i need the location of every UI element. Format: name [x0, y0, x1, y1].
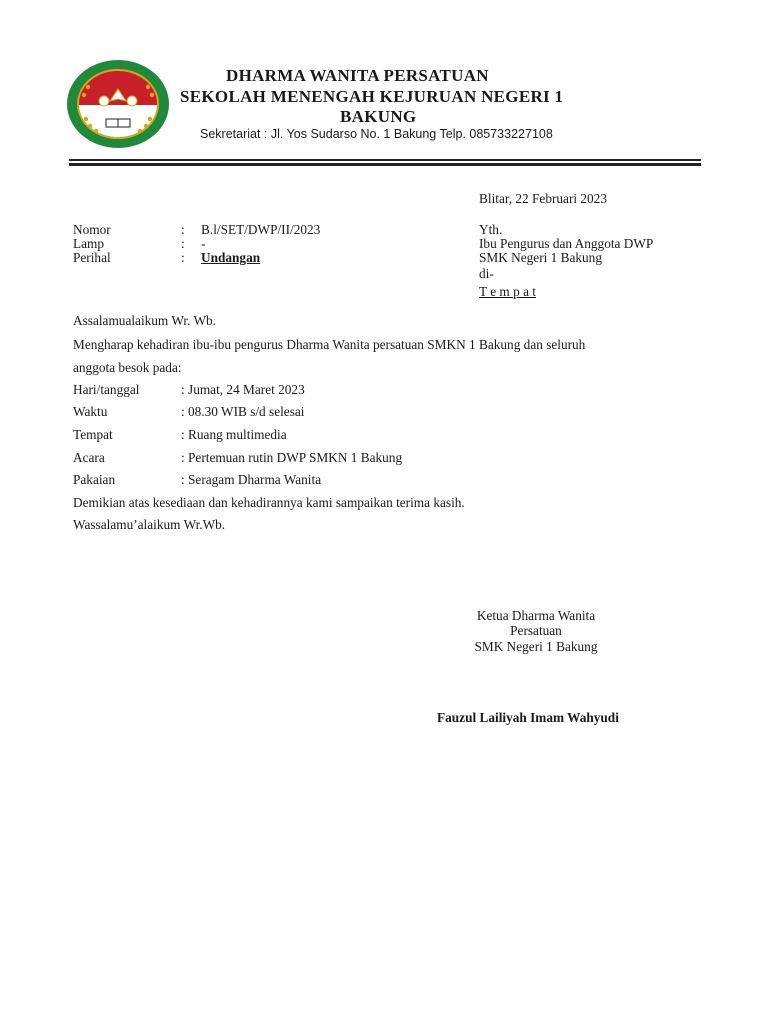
detail-label: Acara [73, 450, 105, 465]
signature-title2: Persatuan [510, 623, 562, 638]
meta-label-nomor: Nomor [73, 222, 111, 237]
recipient-yth: Yth. [479, 222, 503, 237]
signature-title3: SMK Negeri 1 Bakung [474, 639, 598, 654]
detail-label: Hari/tanggal [73, 382, 140, 397]
intro-line1: Mengharap kehadiran ibu-ibu pengurus Dharma Wanita persatuan SMKN 1 Bakung dan seluruh [73, 337, 586, 352]
detail-value: : Pertemuan rutin DWP SMKN 1 Bakung [181, 450, 403, 465]
farewell-text: Wassalamu’alaikum Wr.Wb. [73, 517, 226, 532]
recipient-line3: di- [479, 266, 494, 281]
meta-value-perihal: Undangan [201, 250, 261, 265]
signature-title1: Ketua Dharma Wanita [476, 608, 596, 623]
detail-value: : Ruang multimedia [181, 427, 287, 442]
secretariat-address: Sekretariat : Jl. Yos Sudarso No. 1 Bakung Telp. 085733227108 [200, 127, 553, 141]
school-name: SEKOLAH MENENGAH KEJURUAN NEGERI 1 [180, 87, 564, 106]
detail-value: : Seragam Dharma Wanita [181, 472, 322, 487]
intro-line2: anggota besok pada: [73, 360, 182, 375]
meta-sep: : [181, 222, 185, 237]
meta-label-lamp: Lamp [73, 236, 105, 251]
recipient-tempat: T e m p a t [479, 284, 536, 299]
meta-sep: : [181, 250, 185, 265]
recipient-line2: SMK Negeri 1 Bakung [479, 250, 602, 265]
meta-value-nomor: B.l/SET/DWP/II/2023 [201, 222, 321, 237]
header-divider [69, 159, 701, 161]
detail-label: Pakaian [73, 472, 116, 487]
meta-sep: : [181, 236, 185, 251]
school-location: BAKUNG [340, 107, 417, 126]
signatory-name: Fauzul Lailiyah Imam Wahyudi [437, 710, 619, 725]
detail-value: : Jumat, 24 Maret 2023 [181, 382, 305, 397]
meta-label-perihal: Perihal [73, 250, 111, 265]
recipient-line1: Ibu Pengurus dan Anggota DWP [479, 236, 654, 251]
org-name: DHARMA WANITA PERSATUAN [226, 66, 489, 85]
greeting: Assalamualaikum Wr. Wb. [73, 313, 216, 328]
header-divider-thick [69, 163, 701, 166]
closing-text: Demikian atas kesediaan dan kehadirannya kami sampaikan terima kasih. [73, 495, 465, 510]
detail-label: Waktu [73, 404, 108, 419]
detail-value: : 08.30 WIB s/d selesai [181, 404, 305, 419]
detail-label: Tempat [73, 427, 113, 442]
dharma-wanita-emblem-icon [66, 59, 170, 149]
place-date: Blitar, 22 Februari 2023 [479, 191, 607, 206]
meta-value-lamp: - [201, 236, 206, 251]
